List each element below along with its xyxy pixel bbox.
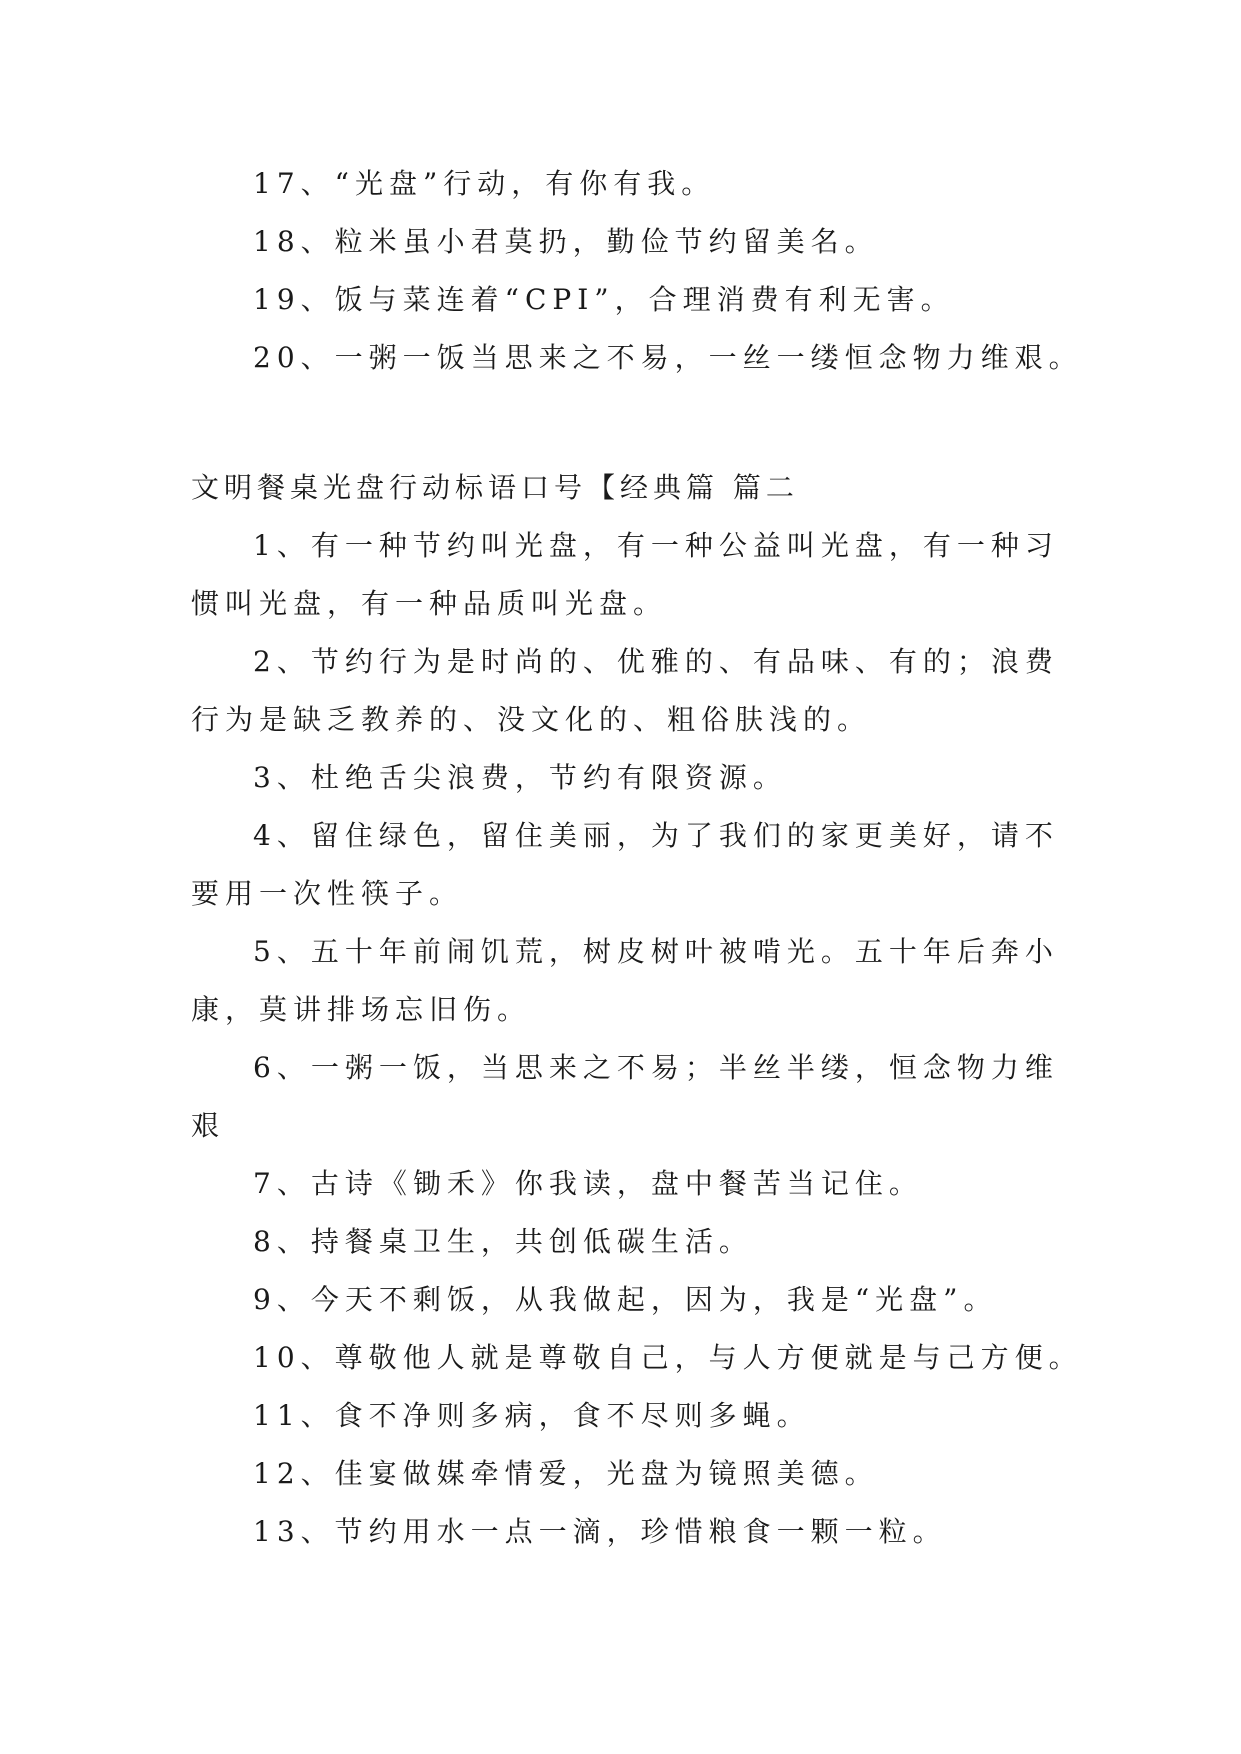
list-item-continuation: 艰 bbox=[191, 1109, 226, 1142]
list-item: 19、饭与菜连着“CPI”，合理消费有利无害。 bbox=[253, 283, 955, 316]
list-item-continuation: 康，莫讲排场忘旧伤。 bbox=[191, 993, 532, 1026]
list-item-continuation: 要用一次性筷子。 bbox=[191, 877, 464, 910]
list-item: 18、粒米虽小君莫扔，勤俭节约留美名。 bbox=[253, 225, 879, 258]
list-item-continuation: 行为是缺乏教养的、没文化的、粗俗肤浅的。 bbox=[191, 703, 872, 736]
list-item-continuation: 惯叫光盘，有一种品质叫光盘。 bbox=[191, 587, 668, 620]
list-item: 10、尊敬他人就是尊敬自己，与人方便就是与己方便。 bbox=[253, 1341, 1083, 1374]
section-title: 文明餐桌光盘行动标语口号【经典篇 篇二 bbox=[191, 471, 799, 504]
list-item: 6、一粥一饭，当思来之不易；半丝半缕，恒念物力维 bbox=[253, 1051, 1059, 1084]
list-item: 13、节约用水一点一滴，珍惜粮食一颗一粒。 bbox=[253, 1515, 947, 1548]
list-item: 2、节约行为是时尚的、优雅的、有品味、有的；浪费 bbox=[253, 645, 1059, 678]
list-item: 12、佳宴做媒牵情爱，光盘为镜照美德。 bbox=[253, 1457, 879, 1490]
list-item: 8、持餐桌卫生，共创低碳生活。 bbox=[253, 1225, 753, 1258]
list-item: 1、有一种节约叫光盘，有一种公益叫光盘，有一种习 bbox=[253, 529, 1059, 562]
document-body bbox=[191, 155, 1083, 1561]
list-item: 20、一粥一饭当思来之不易，一丝一缕恒念物力维艰。 bbox=[253, 341, 1083, 374]
list-item: 4、留住绿色，留住美丽，为了我们的家更美好，请不 bbox=[253, 819, 1059, 852]
list-item: 5、五十年前闹饥荒，树皮树叶被啃光。五十年后奔小 bbox=[253, 935, 1059, 968]
list-item: 3、杜绝舌尖浪费，节约有限资源。 bbox=[253, 761, 787, 794]
section-spacer bbox=[191, 387, 1061, 459]
list-item: 9、今天不剩饭，从我做起，因为，我是“光盘”。 bbox=[253, 1283, 998, 1316]
list-item: 11、食不净则多病，食不尽则多蝇。 bbox=[253, 1399, 811, 1432]
list-item: 17、“光盘”行动，有你有我。 bbox=[253, 167, 716, 200]
list-item: 7、古诗《锄禾》你我读，盘中餐苦当记住。 bbox=[253, 1167, 923, 1200]
